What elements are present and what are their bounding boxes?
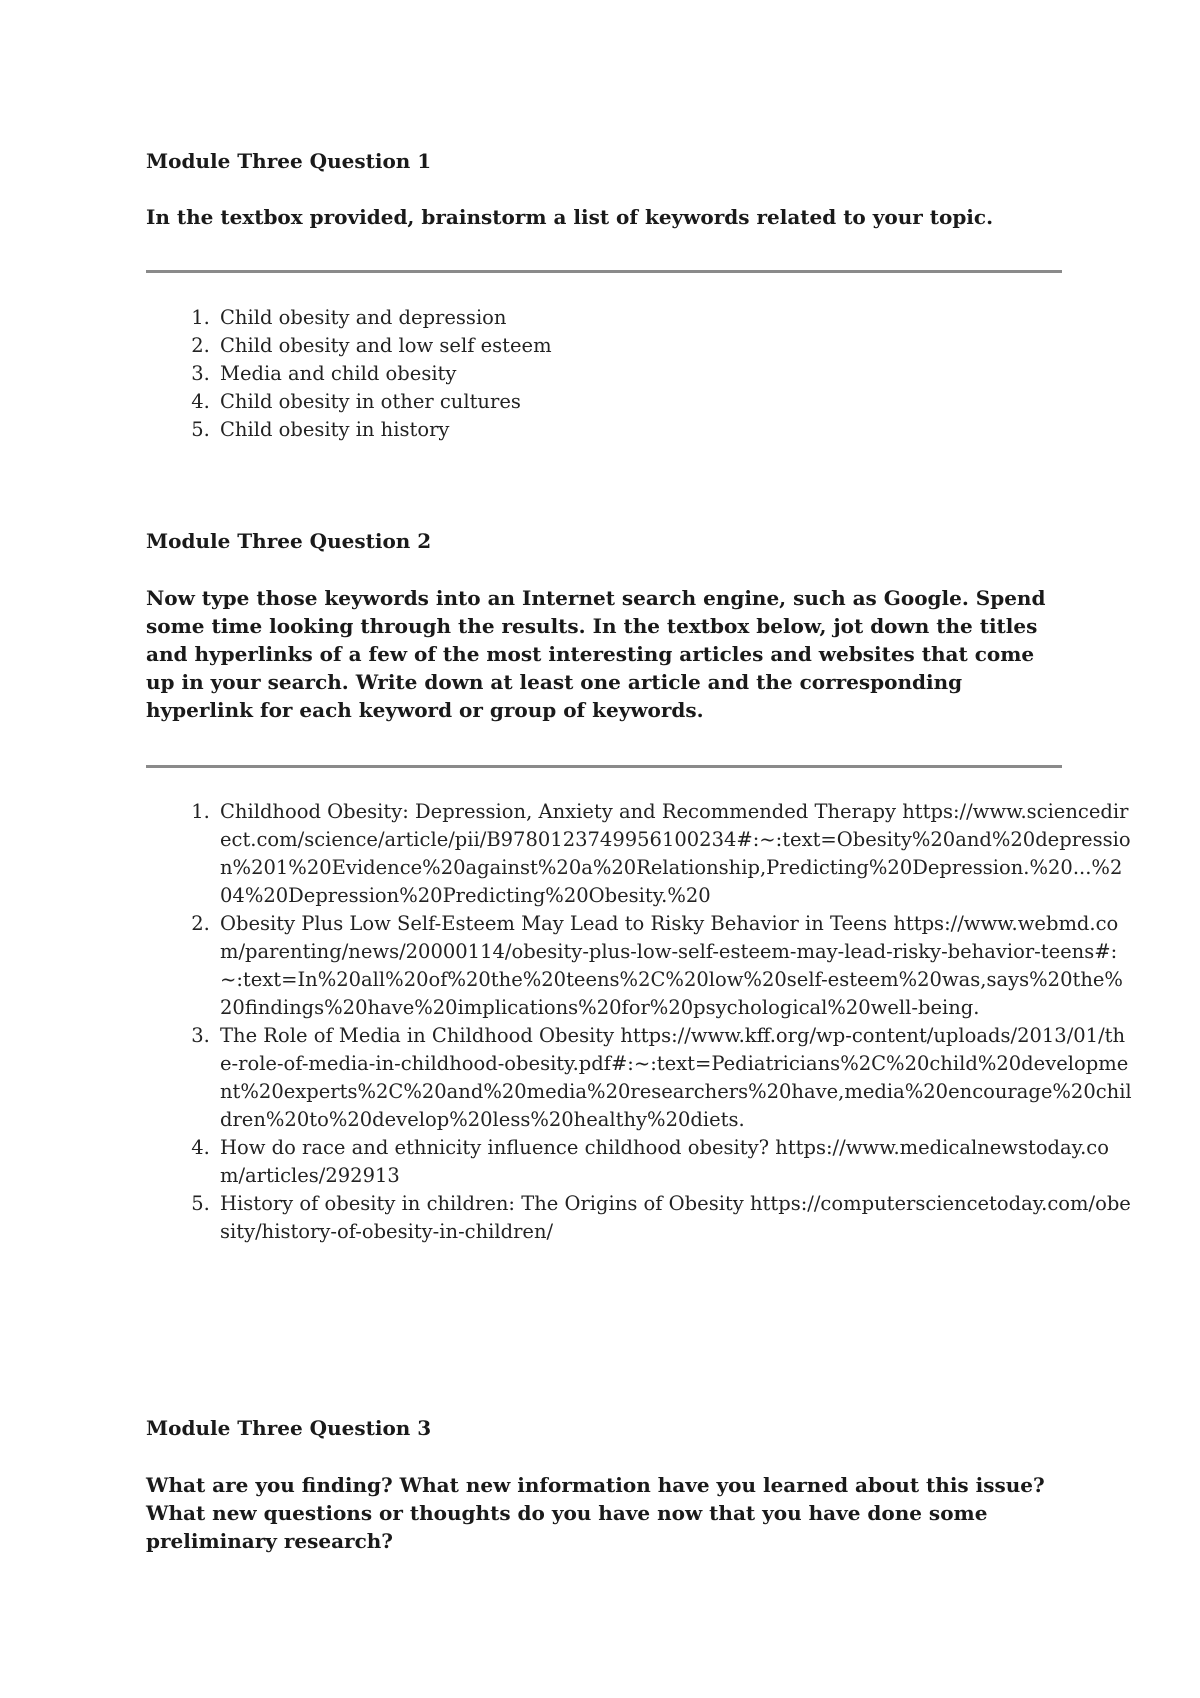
article-title: How do race and ethnicity influence childhood obesity?: [220, 1136, 770, 1159]
article-link[interactable]: https://www.sciencedirect.com/science/article/pii/B9780123749956100234#:~:text=Obesity%20and%20depression%201%20Evidence%20against%20a%20Relationship,Predicting%20Depression.%20...%204%20Depression%20Predicting%20Obesity.%20: [220, 800, 1131, 907]
list-item: 2. Child obesity and low self esteem: [216, 332, 1132, 360]
article-link[interactable]: https://www.medicalnewstoday.com/articles/292913: [220, 1136, 1109, 1187]
section3-heading: Module Three Question 3: [146, 1416, 432, 1440]
section1-divider: [146, 270, 1062, 273]
list-item: [216, 1134, 1132, 1190]
article-title: Childhood Obesity: Depression, Anxiety and Recommended Therapy: [220, 800, 897, 823]
list-item: 5. Child obesity in history: [216, 416, 1132, 444]
list-item: [216, 1022, 1132, 1134]
list-item: [216, 910, 1132, 1022]
list-item: [216, 1190, 1132, 1246]
list-item: 3. Media and child obesity: [216, 360, 1132, 388]
article-link[interactable]: https://www.webmd.com/parenting/news/20000114/obesity-plus-low-self-esteem-may-lead-risky-behavior-teens#:~:text=In%20all%20of%20the%20teens%2C%20low%20self-esteem%20was,says%20the%20findings%20have%20implications%20for%20psychological%20well-being.: [220, 912, 1123, 1019]
articles-list: [146, 798, 1132, 1246]
article-title: Obesity Plus Low Self-Esteem May Lead to Risky Behavior in Teens: [220, 912, 888, 935]
list-item: 4. Child obesity in other cultures: [216, 388, 1132, 416]
article-link[interactable]: https://www.kff.org/wp-content/uploads/2013/01/the-role-of-media-in-childhood-obesity.pdf#:~:text=Pediatricians%2C%20child%20development%20experts%2C%20and%20media%20researchers%20have,media%20encourage%20children%20to%20develop%20less%20healthy%20diets.: [220, 1024, 1132, 1131]
keywords-list: [146, 304, 1132, 444]
list-item: [216, 798, 1132, 910]
section2-divider: [146, 765, 1062, 768]
article-link[interactable]: https://computersciencetoday.com/obesity/history-of-obesity-in-children/: [220, 1192, 1131, 1243]
section1-heading: Module Three Question 1: [146, 149, 432, 173]
section2-question: Now type those keywords into an Internet search engine, such as Google. Spend some time looking through the results. In the textbox below, jot down the titles and hyperlinks of a few of the most interesting articles and websites that come up in your search. Write down at least one article and the corresponding hyperlink for each keyword or group of keywords.: [146, 586, 1046, 722]
section2-heading: Module Three Question 2: [146, 529, 432, 553]
list-item: 1. Child obesity and depression: [216, 304, 1132, 332]
section3-question: What are you finding? What new information have you learned about this issue? What new questions or thoughts do you have now that you have done some preliminary research?: [146, 1473, 1045, 1553]
article-title: History of obesity in children: The Origins of Obesity: [220, 1192, 744, 1215]
section1-question: In the textbox provided, brainstorm a list of keywords related to your topic.: [146, 205, 994, 229]
article-title: The Role of Media in Childhood Obesity: [220, 1024, 615, 1047]
